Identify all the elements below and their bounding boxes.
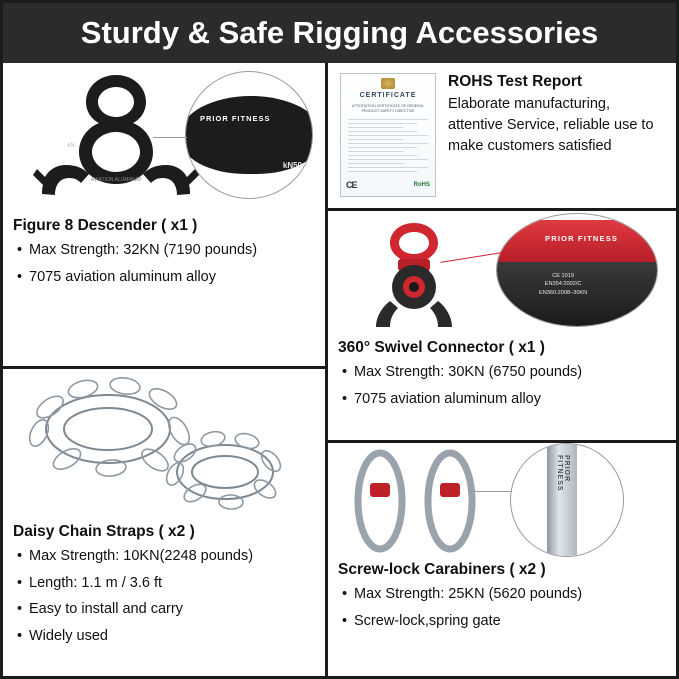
- carabiner-leader-line: [468, 491, 512, 492]
- list-item: • Widely used: [17, 627, 315, 647]
- certificate-footer: [341, 179, 435, 193]
- list-item: • Screw-lock,spring gate: [342, 612, 666, 632]
- figure8-rating-text: kN: [67, 143, 75, 149]
- brand-label-swivel: PRIOR FITNESS: [545, 234, 619, 243]
- certificate-body-lines: [345, 119, 431, 172]
- figure8-artwork: [3, 63, 325, 203]
- page-title: Sturdy & Safe Rigging Accessories: [80, 15, 599, 50]
- panel-grid: [3, 63, 676, 676]
- callout-leader-line: [153, 137, 187, 138]
- carabiner-bullets: [328, 585, 676, 631]
- engraving-label: PRIOR FITNESS: [556, 455, 570, 492]
- panel-rohs-report: [328, 63, 676, 211]
- swivel-connector-icon: [354, 215, 474, 333]
- swivel-callout-circle: [496, 213, 658, 327]
- standard-line: EN360:2008–30KN: [539, 289, 588, 296]
- rohs-body: Elaborate manufacturing, attentive Service, reliable use to make customers satisfied: [448, 96, 654, 155]
- certificate-image: [340, 73, 436, 197]
- figure8-callout-circle: [185, 71, 313, 199]
- certificate-heading: CERTIFICATE: [359, 92, 417, 99]
- daisy-title: Daisy Chain Straps ( x2 ): [13, 523, 195, 540]
- rohs-mark-icon: RoHS: [413, 181, 430, 188]
- figure8-bullets: [3, 241, 325, 287]
- daisy-bullets: [3, 547, 325, 646]
- header-banner: [3, 3, 676, 63]
- rohs-text-block: [448, 73, 666, 197]
- right-column: [328, 63, 676, 676]
- list-item: • Max Strength: 25KN (5620 pounds): [342, 585, 666, 605]
- swivel-standard-lines: [539, 272, 587, 297]
- swivel-bullets: [328, 363, 676, 409]
- swivel-artwork: [328, 211, 676, 329]
- certificate-subheading: ATTESTATION CERTIFICATE OF GENERAL PRODUCT SAFETY DIRECTIVE: [351, 103, 425, 113]
- rating-label-figure8: kN50: [282, 161, 302, 170]
- list-item: • Easy to install and carry: [17, 600, 315, 620]
- figure8-body-text: AVIATION ALUMINUM: [90, 177, 142, 183]
- list-item: • Length: 1.1 m / 3.6 ft: [17, 574, 315, 594]
- panel-carabiners: [328, 443, 676, 676]
- panel-daisy-chain: [3, 369, 325, 676]
- list-item: • 7075 aviation aluminum alloy: [17, 268, 315, 288]
- daisy-chain-straps-icon: [3, 369, 323, 519]
- panel-figure8: [3, 63, 325, 369]
- standard-line: EN354:2002/C: [544, 281, 582, 288]
- carabiner-callout-circle: [510, 443, 624, 557]
- figure8-title: Figure 8 Descender ( x1 ): [13, 217, 198, 234]
- brand-label-figure8: PRIOR FITNESS: [200, 114, 271, 123]
- ce-mark-icon: CE: [346, 179, 357, 190]
- daisy-chain-artwork: [3, 369, 325, 519]
- list-item: • 7075 aviation aluminum alloy: [342, 390, 666, 410]
- list-item: • Max Strength: 32KN (7190 pounds): [17, 241, 315, 261]
- certificate-seal-icon: [381, 78, 395, 89]
- standard-line: CE 1019: [552, 273, 574, 279]
- panel-swivel-connector: [328, 211, 676, 443]
- carabiner-title: Screw-lock Carabiners ( x2 ): [338, 561, 546, 578]
- screw-lock-carabiner-icon: [342, 447, 492, 555]
- list-item: • Max Strength: 30KN (6750 pounds): [342, 363, 666, 383]
- left-column: [3, 63, 328, 676]
- carabiner-artwork: [328, 443, 676, 553]
- swivel-title: 360° Swivel Connector ( x1 ): [338, 339, 545, 356]
- rohs-title: ROHS Test Report: [448, 73, 583, 90]
- list-item: • Max Strength: 10KN(2248 pounds): [17, 547, 315, 567]
